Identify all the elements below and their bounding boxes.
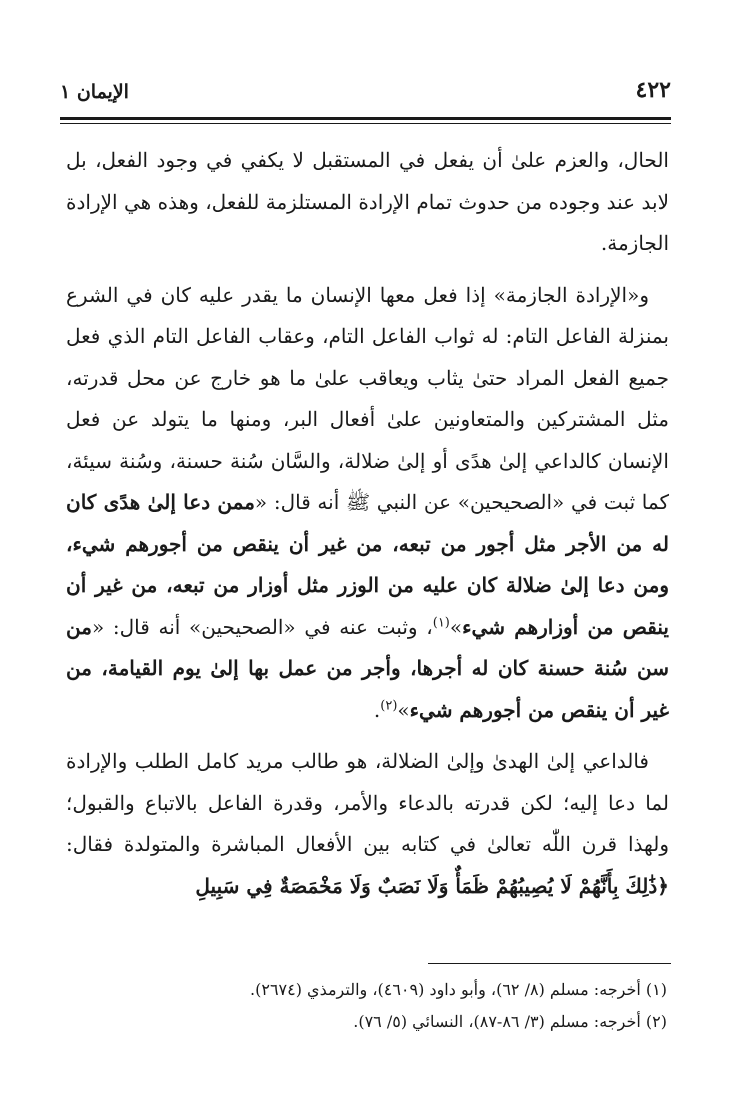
page-body (66, 140, 669, 907)
quote-close-2: » (397, 697, 410, 722)
footnote-separator (428, 963, 671, 964)
quran-verse: ﴿ذَٰلِكَ بِأَنَّهُمْ لَا يُصِيبُهُمْ ظَمَأٌ وَلَا نَصَبٌ وَلَا مَخْمَصَةٌ فِي سَبِيلِ (195, 873, 669, 898)
footnote-ref-2: (٢) (380, 697, 398, 713)
footnote-ref-1: (١) (432, 614, 450, 630)
header-rule-thick (60, 117, 671, 120)
hadith-1: ممن دعا إلىٰ هدًى كان له من الأجر مثل أجور من تبعه، من غير أن ينقص من أجورهم شيء، ومن دعا إلىٰ ضلالة كان عليه من الوزر مثل أوزار من تبعه، من غير أن ينقص من أوزارهم شيء (66, 490, 669, 639)
footnotes (60, 974, 667, 1038)
paragraph-2-middle: ، وثبت عنه في «الصحيحين» أنه قال: « (91, 614, 433, 639)
quote-close-1: » (449, 614, 463, 639)
paragraph-3 (66, 741, 669, 907)
paragraph-3-text: فالداعي إلىٰ الهدىٰ وإلىٰ الضلالة، هو طالب مريد كامل الطلب والإرادة لما دعا إليه؛ لكن قدرته بالدعاء والأمر، وقدرة الفاعل بالاتباع والقبول؛ ولهذا قرن اللّٰه تعالىٰ في كتابه بين الأفعال المباشرة والمتولدة فقال: (66, 749, 669, 856)
header-rule-thin (60, 123, 671, 124)
hadith-2: من سن سُنة حسنة كان له أجرها، وأجر من عمل بها إلىٰ يوم القيامة، من غير أن ينقص من أجورهم شيء (66, 614, 670, 722)
paragraph-2 (66, 275, 669, 732)
paragraph-1: الحال، والعزم علىٰ أن يفعل في المستقبل لا يكفي في وجود الفعل، بل لابد عند وجوده من حدوث تمام الإرادة المستلزمة للفعل، وهذه هي الإرادة الجازمة. (66, 148, 669, 255)
footnote-2: (٢) أخرجه: مسلم (٣/ ٨٦-٨٧)، النسائي (٥/ ٧٦). (353, 1012, 667, 1031)
footnote-1: (١) أخرجه: مسلم (٨/ ٦٢)، وأبو داود (٤٦٠٩)، والترمذي (٢٦٧٤). (250, 980, 667, 999)
paragraph-2-end: . (373, 697, 381, 722)
running-title: الإيمان ١ (60, 81, 129, 103)
page-number: ٤٢٢ (635, 77, 671, 103)
paragraph-2-intro: و«الإرادة الجازمة» إذا فعل معها الإنسان ما يقدر عليه كان في الشرع بمنزلة الفاعل التام: له ثواب الفاعل التام، وعقاب الفاعل التام الذي فعل جميع الفعل المراد حتىٰ يثاب ويعاقب علىٰ ما هو خارج عن محل قدرته، مثل المشتركين والمتعاونين علىٰ أفعال البر، ومنها ما يتولد عن فعل الإنسان كالداعي إلىٰ هدًى أو إلىٰ ضلالة، والسَّان سُنة حسنة، وسُنة سيئة، كما ثبت في «الصحيحين» عن النبي ﷺ أنه قال: « (66, 282, 669, 514)
